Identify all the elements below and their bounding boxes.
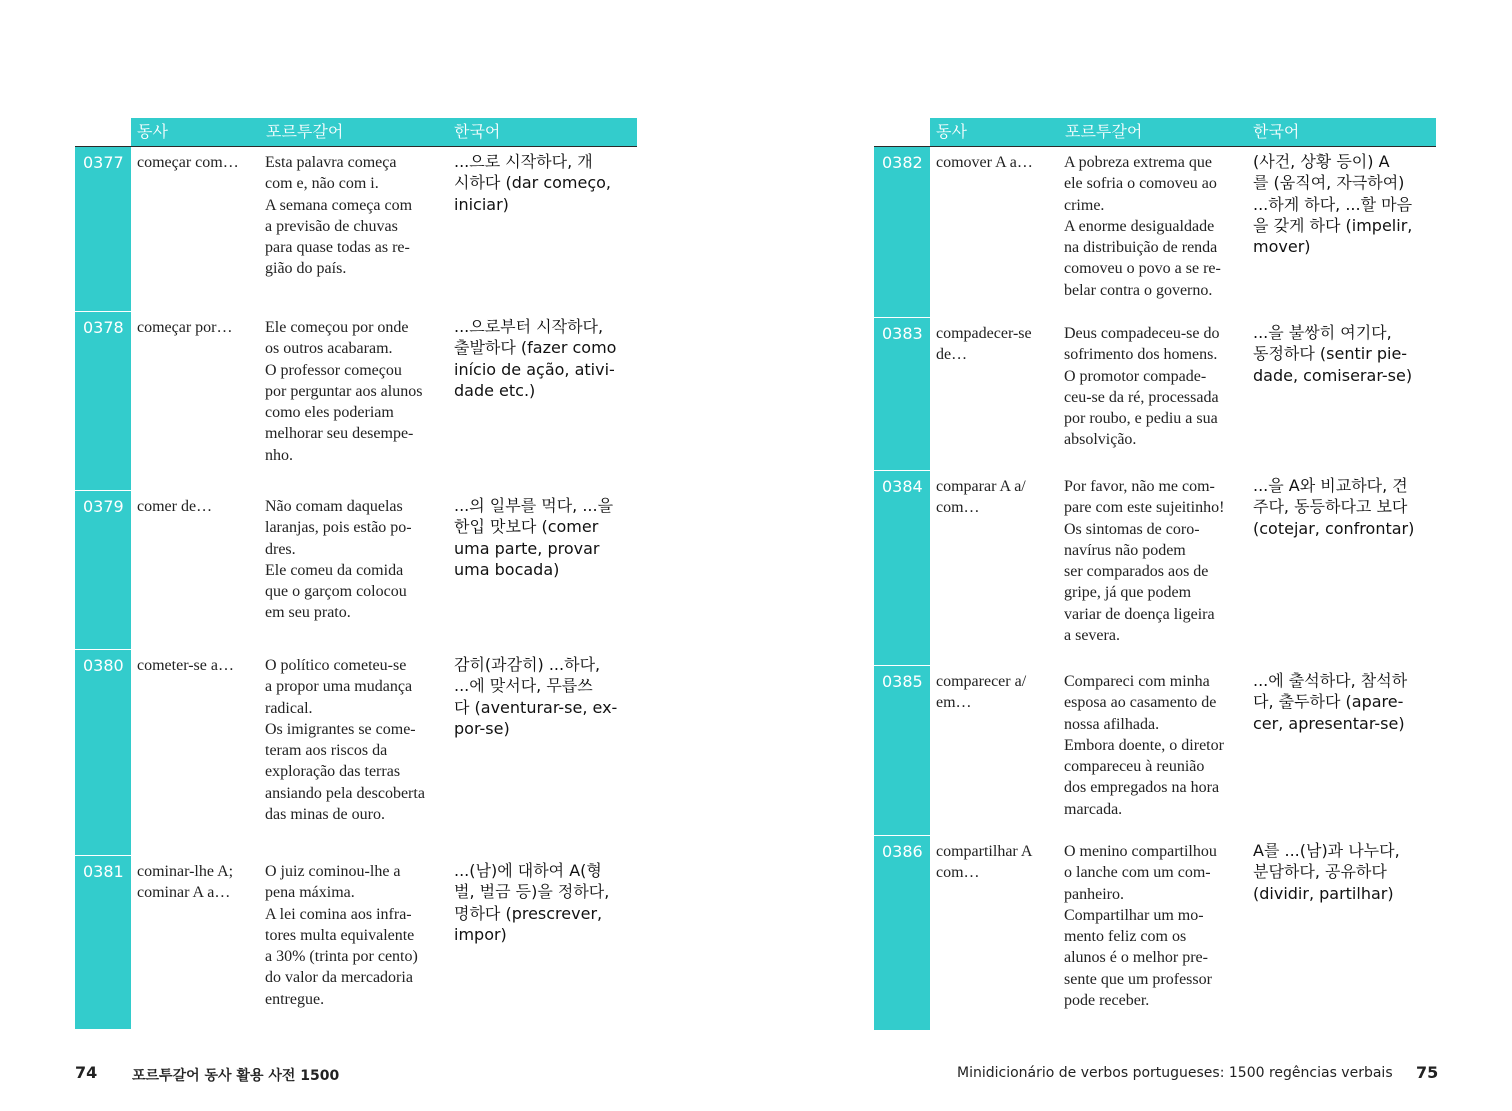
entry-0379	[75, 491, 637, 649]
entry-korean: ...으로부터 시작하다, 출발하다 (fazer como início de ação, ativi- dade etc.)	[454, 317, 617, 400]
entry-0386	[874, 836, 1436, 1030]
header-verb: 동사	[137, 122, 168, 141]
entry-examples: Por favor, não me com- pare com este sujeitinho! Os sintomas de coro- navírus não podem ser comparados aos de gripe, já que podem variar de doença ligeira a severa.	[1064, 478, 1225, 645]
entry-0381	[75, 856, 637, 1029]
entry-0383	[874, 318, 1436, 470]
entry-number: 0377	[75, 147, 131, 311]
entry-number: 0379	[75, 491, 131, 649]
entry-verb: começar por…	[137, 319, 233, 336]
entry-examples: O juiz cominou-lhe a pena máxima. A lei comina aos infra- tores multa equivalente a 30% (trinta por cento) do valor da mercadoria entregue.	[265, 863, 418, 1008]
entry-verb: comer de…	[137, 498, 213, 515]
entry-verb: cominar-lhe A; cominar A a…	[137, 863, 234, 902]
entry-number: 0378	[75, 312, 131, 490]
entry-examples: Compareci com minha esposa ao casamento de nossa afilhada. Embora doente, o diretor compareceu à reunião dos empregados na hora marcada.	[1064, 673, 1224, 818]
entry-0385	[874, 666, 1436, 835]
entry-korean: ...(남)에 대하여 A(형 벌, 벌금 등)을 정하다, 명하다 (prescrever, impor)	[454, 861, 610, 944]
entry-examples: O político cometeu-se a propor uma mudança radical. Os imigrantes se come- teram aos riscos da exploração das terras ansiando pela descoberta das minas de ouro.	[265, 657, 425, 824]
entry-examples: Ele começou por onde os outros acabaram. O professor começou por perguntar aos alunos como eles poderiam melhorar seu desempe- nho.	[265, 319, 423, 464]
entry-verb: começar com…	[137, 154, 239, 171]
entry-number: 0380	[75, 650, 131, 855]
entry-verb: comparar A a/ com…	[936, 478, 1026, 517]
entry-verb: compadecer-se de…	[936, 325, 1032, 364]
header-portuguese: 포르투갈어	[1065, 122, 1143, 141]
right-page	[874, 118, 1436, 1030]
entry-korean: ...으로 시작하다, 개 시하다 (dar começo, iniciar)	[454, 152, 612, 214]
entry-number: 0383	[874, 318, 930, 470]
entry-examples: O menino compartilhou o lanche com um com- panheiro. Compartilhar um mo- mento feliz com os alunos é o melhor pre- sente que um professor pode receber.	[1064, 843, 1217, 1010]
entry-verb: comparecer a/ em…	[936, 673, 1027, 712]
entry-0384	[874, 471, 1436, 665]
entry-korean: ...을 불쌍히 여기다, 동정하다 (sentir pie- dade, comiserar-se)	[1253, 323, 1413, 385]
entry-korean: 감히(과감히) ...하다, ...에 맞서다, 무릅쓰 다 (aventurar-se, ex- por-se)	[454, 655, 618, 738]
entry-examples: Não comam daquelas laranjas, pois estão po- dres. Ele comeu da comida que o garçom colocou em seu prato.	[265, 498, 412, 622]
table-header-right	[874, 118, 1436, 147]
entry-0378	[75, 312, 637, 490]
header-korean: 한국어	[454, 122, 501, 141]
entry-0382	[874, 147, 1436, 317]
entry-verb: compartilhar A com…	[936, 843, 1033, 882]
entry-examples: Deus compadeceu-se do sofrimento dos homens. O promotor compade- ceu-se da ré, processada por roubo, e pediu a sua absolvição.	[1064, 325, 1220, 449]
left-page	[75, 118, 637, 1029]
entry-number: 0381	[75, 856, 131, 1029]
right-book-title: Minidicionário de verbos portugueses: 1500 regências verbais	[957, 1065, 1393, 1081]
entry-number: 0384	[874, 471, 930, 665]
left-page-number: 74	[75, 1063, 98, 1082]
entry-korean: ...의 일부를 먹다, ...을 한입 맛보다 (comer uma parte, provar uma bocada)	[454, 496, 614, 579]
left-book-title: 포르투갈어 동사 활용 사전 1500	[132, 1068, 340, 1084]
entry-0377	[75, 147, 637, 311]
entry-number: 0382	[874, 147, 930, 317]
entry-examples: A pobreza extrema que ele sofria o comoveu ao crime. A enorme desigualdade na distribuição de renda comoveu o povo a se re- belar contra o governo.	[1064, 154, 1221, 299]
entry-korean: ...에 출석하다, 참석하 다, 출두하다 (apare- cer, apresentar-se)	[1253, 671, 1408, 733]
entry-korean: A를 ...(남)과 나누다, 분담하다, 공유하다 (dividir, partilhar)	[1253, 841, 1400, 903]
entry-verb: comover A a…	[936, 154, 1033, 171]
header-korean: 한국어	[1253, 122, 1300, 141]
entry-korean: ...을 A와 비교하다, 견 주다, 동등하다고 보다 (cotejar, confrontar)	[1253, 476, 1415, 538]
table-header-left	[75, 118, 637, 147]
entry-verb: cometer-se a…	[137, 657, 234, 674]
header-verb: 동사	[936, 122, 967, 141]
entry-korean: (사건, 상황 등이) A 를 (움직여, 자극하여) ...하게 하다, ...할 마음 을 갖게 하다 (impelir, mover)	[1253, 152, 1413, 257]
entry-number: 0386	[874, 836, 930, 1030]
entry-0380	[75, 650, 637, 855]
header-portuguese: 포르투갈어	[266, 122, 344, 141]
right-page-number: 75	[1416, 1063, 1439, 1082]
entry-examples: Esta palavra começa com e, não com i. A semana começa com a previsão de chuvas para quase todas as re- gião do país.	[265, 154, 413, 278]
entry-number: 0385	[874, 666, 930, 835]
